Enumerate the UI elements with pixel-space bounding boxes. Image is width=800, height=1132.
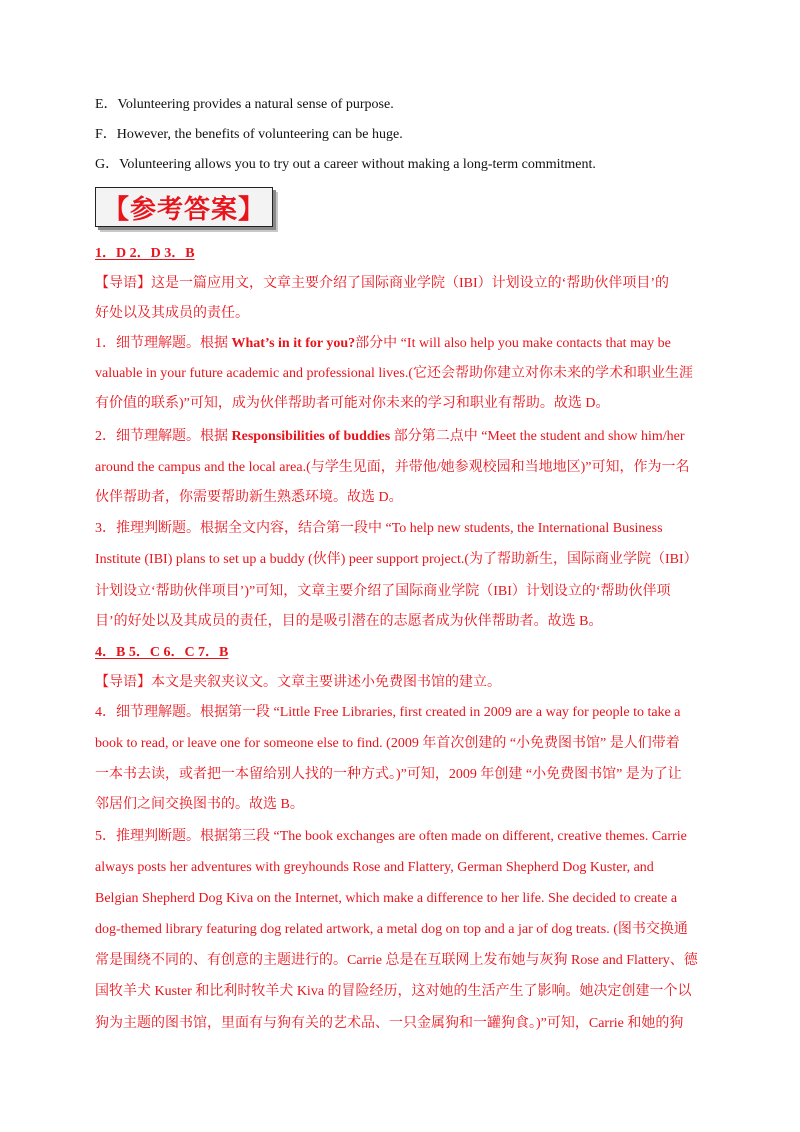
reference-answer-banner: [95, 187, 273, 227]
q5-line-4: dog-themed library featuring dog related artwork, a metal dog on top and a jar of dog treats. (图书交换通: [95, 922, 688, 937]
q1-bold-heading: What’s in it for you?: [231, 336, 356, 351]
answers-4-7: 4．B 5．C 6．C 7．B: [95, 645, 229, 660]
q5-line-7: 狗为主题的图书馆，里面有与狗有关的艺术品、一只金属狗和一罐狗食。)”可知，Carrie 和她的狗: [95, 1016, 684, 1031]
q2-line-3: 伙伴帮助者，你需要帮助新生熟悉环境。故选 D。: [95, 490, 403, 505]
intro-1-line-1: 【导语】这是一篇应用文，文章主要介绍了国际商业学院（IBI）计划设立的‘帮助伙伴项目’的: [95, 276, 669, 291]
intro-1-line-2: 好处以及其成员的责任。: [95, 306, 249, 321]
q1-line-1: [95, 334, 710, 354]
banner-title: 【参考答案】: [102, 194, 265, 225]
q4-line-1: 4．细节理解题。根据第一段 “Little Free Libraries, first created in 2009 are a way for people to take a: [95, 705, 681, 720]
q5-line-1: 5．推理判断题。根据第三段 “The book exchanges are often made on different, creative themes. Carrie: [95, 829, 687, 844]
intro-2: 【导语】本文是夹叙夹议文。文章主要讲述小免费图书馆的建立。: [95, 675, 501, 690]
q2-line-1: [95, 427, 710, 447]
q1-prefix: 1．细节理解题。根据: [95, 336, 232, 351]
q2-line-2: around the campus and the local area.(与学生见面，并带他/她参观校园和当地地区)”可知，作为一名: [95, 460, 690, 475]
answers-1-3: 1．D 2．D 3．B: [95, 246, 195, 261]
q1-line-3: 有价值的联系)”可知，成为伙伴帮助者可能对你未来的学习和职业有帮助。故选 D。: [95, 396, 610, 411]
q5-line-5: 常是围绕不同的、有创意的主题进行的。Carrie 总是在互联网上发布她与灰狗 Rose and Flattery、德: [95, 953, 698, 968]
q1-suffix: 部分中 “It will also help you make contacts that may be: [355, 336, 671, 351]
q4-line-3: 一本书去读，或者把一本留给别人找的一种方式。)”可知，2009 年创建 “小免费图书馆” 是为了让: [95, 767, 682, 782]
q2-suffix: 部分第二点中 “Meet the student and show him/her: [390, 429, 685, 444]
q2-bold-heading: Responsibilities of buddies: [231, 429, 391, 444]
q5-line-6: 国牧羊犬 Kuster 和比利时牧羊犬 Kiva 的冒险经历，这对她的生活产生了影响。她决定创建一个以: [95, 984, 692, 999]
q4-line-2: book to read, or leave one for someone else to find. (2009 年首次创建的 “小免费图书馆” 是人们带着: [95, 736, 680, 751]
q5-line-2: always posts her adventures with greyhounds Rose and Flattery, German Shepherd Dog Kuster, and: [95, 860, 654, 875]
option-f: F．However, the benefits of volunteering can be huge.: [95, 127, 403, 142]
q2-prefix: 2．细节理解题。根据: [95, 429, 232, 444]
q3-line-4: 目’的好处以及其成员的责任，目的是吸引潜在的志愿者成为伙伴帮助者。故选 B。: [95, 614, 603, 629]
q5-line-3: Belgian Shepherd Dog Kiva on the Internet, which make a difference to her life. She decided to create a: [95, 891, 678, 906]
q4-line-4: 邻居们之间交换图书的。故选 B。: [95, 797, 304, 812]
option-g: G．Volunteering allows you to try out a career without making a long-term commitment.: [95, 157, 596, 172]
q3-line-1: 3．推理判断题。根据全文内容，结合第一段中 “To help new students, the International Business: [95, 521, 663, 536]
option-e: E．Volunteering provides a natural sense of purpose.: [95, 97, 394, 112]
q3-line-3: 计划设立‘帮助伙伴项目’)”可知，文章主要介绍了国际商业学院（IBI）计划设立的‘帮助伙伴项: [95, 584, 671, 599]
q1-line-2: valuable in your future academic and professional lives.(它还会帮助你建立对你未来的学术和职业生涯: [95, 366, 693, 381]
q3-line-2: Institute (IBI) plans to set up a buddy (伙伴) peer support project.(为了帮助新生，国际商业学院（IBI）: [95, 552, 698, 567]
